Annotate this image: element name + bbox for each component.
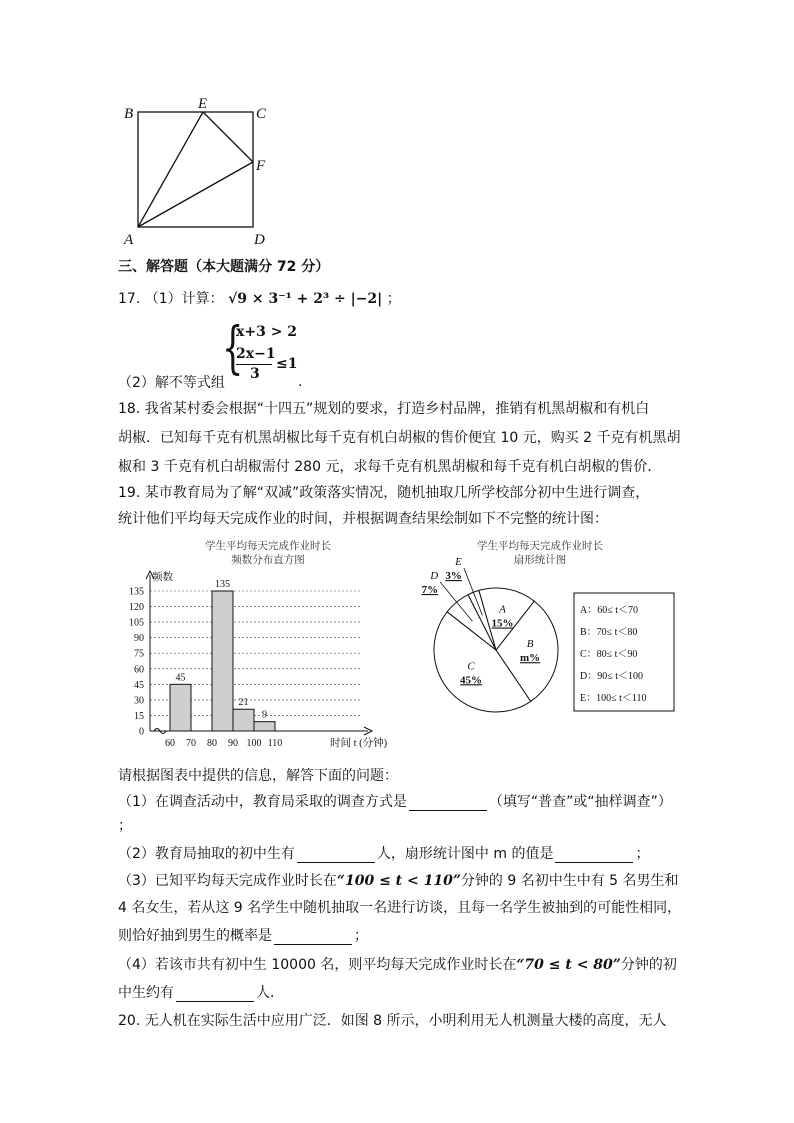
pie-slice-name: A [499,603,506,616]
pie-legend-item: B：70≤ t＜80 [580,627,638,638]
histogram-bar-label: 21 [238,697,249,709]
q17-part1-prefix: （1）计算： [144,291,224,307]
pie-chart [408,535,688,735]
segment-ae [138,112,203,227]
histogram-bar [212,591,233,731]
label-d: D [254,232,265,248]
q19-p3-text-b: 分钟的 9 名初中生中有 5 名男生和 [460,873,679,889]
pie-legend-item: D：90≤ t＜100 [580,671,643,682]
q19-line1: 19. 某市教育局为了解“双减”政策落实情况，随机抽取几所学校部分初中生进行调查， [118,485,650,501]
segment-af [138,162,253,227]
section-title: 三、解答题（本大题满分 72 分） [118,259,330,275]
q17-part2-prefix: （2）解不等式组 [118,375,225,391]
q19-p3-text-d: ； [354,928,368,944]
histogram-y-tick: 15 [134,710,144,722]
q17-part1 [118,290,401,308]
histogram-ylabel: 频数 [152,572,173,583]
square-abcd [138,112,253,227]
pie-slice-label: 3% [445,570,462,583]
histogram-bar-label: 45 [175,672,186,684]
histogram-x-tick: 90 [228,738,238,749]
histogram-x-tick: 110 [267,738,283,749]
q19-p3-line2: 4 名女生，若从这 9 名学生中随机抽取一名进行访谈，且每一名学生被抽到的可能性相同， [118,900,682,916]
histogram-y-tick: 75 [134,648,144,660]
fraction-bar [236,364,272,365]
q19-intro: 请根据图表中提供的信息，解答下面的问题： [118,768,398,784]
histogram-x-tick: 80 [207,738,217,749]
q19-p4-line2 [118,984,284,1002]
inequality-2-relation: ≤1 [276,356,298,372]
pie-slice-label: 45% [460,674,483,687]
q17-part1-expression: √9 × 3⁻¹ + 2³ ÷ |−2| [228,291,383,307]
inequality-1: x+3 > 2 [236,324,298,340]
histogram-y-tick: 60 [134,664,144,676]
histogram-y-tick: 120 [129,602,144,614]
histogram-x-tick: 60 [165,738,175,749]
label-b: B [124,106,134,122]
inequality-2-denominator: 3 [250,366,260,382]
histogram-y-tick: 90 [134,633,144,645]
q19-part3 [118,872,679,890]
histogram-bar [170,684,191,731]
q19-p3-line3 [118,927,368,945]
histogram-y-tick: 30 [134,695,144,707]
q19-p2-blank-1[interactable] [297,848,375,863]
q19-p1-text-a: （1）在调查活动中，教育局采取的调查方式是 [118,794,407,810]
q18-line1: 18. 我省某村委会根据“十四五”规划的要求，打造乡村品牌，推销有机黑胡椒和有机白 [118,401,650,417]
histogram-bar [254,722,275,731]
pie-slice-name: B [526,638,534,651]
pie-slice-name: C [467,660,475,673]
q18-line2: 胡椒．已知每千克有机黑胡椒比每千克有机白胡椒的售价便宜 10 元，购买 2 千克有机黑胡 [118,430,681,446]
label-c: C [256,106,267,122]
q19-part2 [118,845,649,863]
label-a: A [124,232,134,248]
q19-part4 [118,956,677,974]
q19-line2: 统计他们平均每天完成作业的时间，并根据调查结果绘制如下不完整的统计图： [118,511,608,527]
histogram-x-tick: 70 [186,738,196,749]
histogram-y-tick: 105 [129,617,144,629]
histogram-y-tick: 0 [139,726,144,738]
pie-legend-item: A：60≤ t＜70 [580,605,638,616]
histogram-xlabel: 时间 t (分钟) [330,738,388,749]
histogram-bar [233,709,254,731]
q19-p4-text-b: 分钟的初 [620,957,677,973]
pie-title: 学生平均每天完成作业时长 [477,541,603,552]
q19-p3-text-c: 则恰好抽到男生的概率是 [118,928,272,944]
label-f: F [256,158,266,174]
histogram-bar-label: 135 [215,579,230,590]
pie-subtitle: 扇形统计图 [513,555,567,566]
pie-slice-label: 15% [491,617,514,630]
pie-legend-item: C：80≤ t＜90 [580,649,638,660]
pie-slice-label: m% [519,652,541,665]
geometry-figure [118,92,278,252]
histogram-x-tick: 100 [246,738,262,749]
q19-p2-text-c: ； [635,846,650,862]
histogram-y-tick: 135 [129,586,144,598]
histogram-chart [120,535,405,750]
q19-part1 [118,793,672,811]
q17-part1-suffix: ； [386,291,401,307]
pie-legend-item: E：100≤ t＜110 [580,693,647,704]
histogram-y-tick: 45 [134,679,144,691]
q17-number: 17. [118,291,141,307]
q19-p2-text-a: （2）教育局抽取的初中生有 [118,846,295,862]
q19-p3-text-a: （3）已知平均每天完成作业时长在 [118,873,337,889]
left-brace: { [222,316,244,381]
histogram-bar-label: 9 [262,709,267,721]
q17-end: . [298,374,303,390]
q19-p4-text-c: 中生约有 [118,985,174,1001]
q19-p4-expression: “70 ≤ t < 80” [516,957,621,973]
q19-p2-text-b: 人，扇形统计图中 m 的值是 [376,846,554,862]
q19-p3-expression: “100 ≤ t < 110” [336,873,461,889]
inequality-2-numerator: 2x−1 [236,346,276,362]
q20-line1: 20. 无人机在实际生活中应用广泛．如图 8 所示，小明利用无人机测量大楼的高度，无人 [118,1013,667,1029]
histogram-title: 学生平均每天完成作业时长 [205,541,331,552]
q19-p2-blank-2[interactable] [555,848,633,863]
q19-p1-blank[interactable] [409,796,487,811]
pie-slice-name: E [455,556,462,569]
pie-slice-name: D [430,569,439,582]
q19-p4-text-a: （4）若该市共有初中生 10000 名，则平均每天完成作业时长在 [118,957,517,973]
q19-p1-end: ； [118,818,132,834]
q19-p4-text-d: 人． [256,985,284,1001]
q19-p3-blank[interactable] [274,930,352,945]
histogram-subtitle: 频数分布直方图 [231,555,305,566]
pie-slice-label: 7% [421,583,439,596]
segment-ef [203,112,253,162]
q19-p4-blank[interactable] [176,987,254,1002]
label-e: E [198,96,208,112]
q19-p1-text-b: （填写“普查”或“抽样调查”） [488,794,672,810]
q18-line3: 椒和 3 千克有机白胡椒需付 280 元，求每千克有机黑胡椒和每千克有机白胡椒的售价． [118,459,662,475]
